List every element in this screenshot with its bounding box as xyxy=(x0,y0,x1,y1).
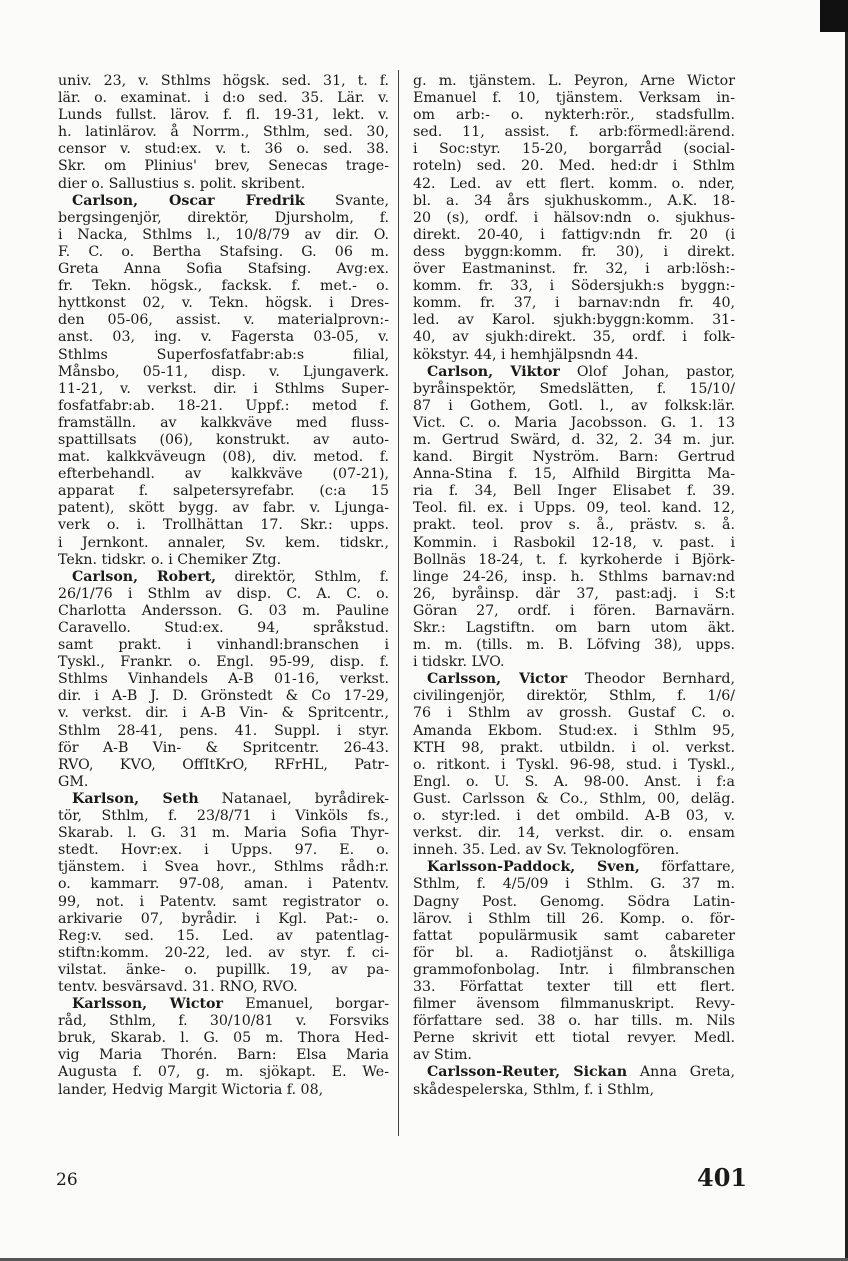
left-column xyxy=(58,73,389,1099)
text-line: stedt. Hovr:ex. i Upps. 97. E. o. xyxy=(58,842,389,859)
text-line: Carlson, Viktor Olof Johan, pastor, xyxy=(427,363,735,380)
text-line: Skr. om Plinius' brev, Senecas trage- xyxy=(58,158,389,175)
text-line: tjänstem. i Svea hovr., Sthlms rådh:r. xyxy=(58,859,389,876)
text-line: Lunds fullst. lärov. f. fl. 19-31, lekt. v. xyxy=(58,107,389,124)
text-line: Skr.: Lagstiftn. om barn utom äkt. xyxy=(413,620,735,636)
text-line: råd, Sthlm, f. 30/10/81 v. Forsviks xyxy=(58,1013,389,1030)
text-line: Engl. o. U. S. A. 98-00. Anst. i f:a xyxy=(413,773,735,790)
text-line: h. latinlärov. å Norrm., Sthlm, sed. 30, xyxy=(58,124,389,141)
text-line: vig Maria Thorén. Barn: Elsa Maria xyxy=(58,1047,389,1064)
text-line: i Nacka, Sthlms l., 10/8/79 av dir. O. xyxy=(58,226,389,243)
footer-signature-mark: 26 xyxy=(56,1170,78,1190)
text-line: patent), skött bygg. av fabr. v. Ljunga- xyxy=(58,500,389,517)
text-line: spattillsats (06), konstrukt. av auto- xyxy=(58,431,389,448)
text-line: Anna-Stina f. 15, Alfhild Birgitta Ma- xyxy=(413,466,735,483)
text-line: anst. 03, ing. v. Fagersta 03-05, v. xyxy=(58,329,389,346)
text-line: komm. fr. 33, i Södersjukh:s byggn:- xyxy=(413,278,735,295)
text-line: av Stim. xyxy=(413,1047,472,1064)
text-line: Charlotta Andersson. G. 03 m. Pauline xyxy=(58,602,389,619)
entry-name: Karlson, Seth xyxy=(72,790,199,807)
text-line: dir. i A-B J. D. Grönstedt & Co 17-29, xyxy=(58,688,389,705)
text-line: o. ritkont. i Tyskl. 96-98, stud. i Tyskl., xyxy=(413,756,735,773)
text-line: 11-21, v. verkst. dir. i Sthlms Super- xyxy=(58,380,389,397)
text-line: o. kammarr. 97-08, aman. i Patentv. xyxy=(58,876,389,893)
text-line: GM. xyxy=(58,773,89,790)
text-line: g. m. tjänstem. L. Peyron, Arne Wictor xyxy=(413,73,735,89)
text-line: Karlsson-Paddock, Sven, författare, xyxy=(427,859,735,876)
text-line: kökstyr. 44, i hemhjälpsndn 44. xyxy=(413,346,639,363)
text-line: Sthlms Vinhandels A-B 01-16, verkst. xyxy=(58,671,389,688)
text-line: lärov. i Sthlm till 26. Komp. o. för- xyxy=(413,910,735,927)
entry-name: Carlsson, Victor xyxy=(427,671,568,688)
text-line: Carlson, Robert, direktör, Sthlm, f. xyxy=(72,568,389,585)
text-line: o. styr:led. i det ombild. A-B 03, v. xyxy=(413,808,735,825)
text-line: Sthlm, f. 4/5/09 i Sthlm. G. 37 m. xyxy=(413,876,735,893)
text-line: linge 24-26, insp. h. Sthlms barnav:nd xyxy=(413,568,735,585)
text-line: om arb:- o. nykterh:rör., stadsfullm. xyxy=(413,107,735,124)
text-line: 99, not. i Patentv. samt registrator o. xyxy=(58,893,389,910)
text-line: Augusta f. 07, g. m. sjökapt. E. We- xyxy=(58,1064,389,1081)
text-line: Carlsson, Victor Theodor Bernhard, xyxy=(427,671,735,688)
text-line: i Soc:styr. 15-20, borgarråd (social- xyxy=(413,141,735,158)
text-line: filmer ävensom filmmanuskript. Revy- xyxy=(413,996,735,1013)
text-line: led. av Karol. sjukh:byggn:komm. 31- xyxy=(413,312,735,329)
text-line: Tekn. tidskr. o. i Chemiker Ztg. xyxy=(58,551,282,568)
text-line: för bl. a. Radiotjänst o. åtskilliga xyxy=(413,944,735,961)
text-line: i tidskr. LVO. xyxy=(413,654,505,671)
entry-name: Carlson, Oscar Fredrik xyxy=(72,192,305,209)
text-line: 87 i Gothem, Gotl. l., av folksk:lär. xyxy=(413,397,735,414)
entry-name: Carlson, Viktor xyxy=(427,363,560,380)
text-line: Månsbo, 05-11, disp. v. Ljungaverk. xyxy=(58,363,389,380)
text-line: univ. 23, v. Sthlms högsk. sed. 31, t. f. xyxy=(58,73,389,89)
text-line: Carlson, Oscar Fredrik Svante, xyxy=(72,192,389,209)
page-number: 401 xyxy=(697,1163,748,1192)
text-line: för A-B Vin- & Spritcentr. 26-43. xyxy=(58,739,389,756)
text-line: bruk, Skarab. l. G. 05 m. Thora Hed- xyxy=(58,1030,389,1047)
text-line: 40, av sjukh:direkt. 35, ordf. i folk- xyxy=(413,329,735,346)
text-line: fattat populärmusik samt cabareter xyxy=(413,927,735,944)
text-line: Amanda Ekbom. Stud:ex. i Sthlm 95, xyxy=(413,722,735,739)
text-line: 33. Författat texter till ett flert. xyxy=(413,978,735,995)
text-line: bl. a. 34 års sjukhuskomm., A.K. 18- xyxy=(413,192,735,209)
text-line: m. m. (tills. m. B. Löfving 38), upps. xyxy=(413,637,735,654)
text-line: direkt. 20-40, i fattigv:ndn fr. 20 (i xyxy=(413,226,735,243)
text-line: prakt. teol. prov s. å., prästv. s. å. xyxy=(413,517,735,534)
text-line: apparat f. salpetersyrefabr. (c:a 15 xyxy=(58,483,389,500)
column-divider xyxy=(398,70,399,1136)
text-line: censor v. stud:ex. v. t. 36 o. sed. 38. xyxy=(58,141,389,158)
text-line: över Eastmaninst. fr. 32, i arb:lösh:- xyxy=(413,261,735,278)
text-line: m. Gertrud Swärd, d. 32, 2. 34 m. jur. xyxy=(413,431,735,448)
text-line: fr. Tekn. högsk., facksk. f. met.- o. xyxy=(58,278,389,295)
text-line: Vict. C. o. Maria Jacobsson. G. 1. 13 xyxy=(413,414,735,431)
text-line: dess byggn:komm. fr. 30), i direkt. xyxy=(413,243,735,260)
text-line: byråinspektör, Smedslätten, f. 15/10/ xyxy=(413,380,735,397)
text-line: Tyskl., Frankr. o. Engl. 95-99, disp. f. xyxy=(58,654,389,671)
text-line: vilstat. änke- o. pupillk. 19, av pa- xyxy=(58,961,389,978)
text-line: efterbehandl. av kalkkväve (07-21), xyxy=(58,466,389,483)
text-line: Sthlm 28-41, pens. 41. Suppl. i styr. xyxy=(58,722,389,739)
entry-name: Karlsson, Wictor xyxy=(72,996,223,1013)
text-line: Karlson, Seth Natanael, byrådirek- xyxy=(72,790,389,807)
text-line: 26/1/76 i Sthlm av disp. C. A. C. o. xyxy=(58,585,389,602)
entry-name: Carlsson-Reuter, Sickan xyxy=(427,1064,628,1081)
text-line: Gust. Carlsson & Co., Sthlm, 00, deläg. xyxy=(413,790,735,807)
text-line: Reg:v. sed. 15. Led. av patentlag- xyxy=(58,927,389,944)
text-line: författare sed. 38 o. har tills. m. Nils xyxy=(413,1013,735,1030)
text-line: verk o. i. Trollhättan 17. Skr.: upps. xyxy=(58,517,389,534)
text-line: Emanuel f. 10, tjänstem. Verksam in- xyxy=(413,90,735,107)
text-line: inneh. 35. Led. av Sv. Teknologfören. xyxy=(413,842,680,859)
text-line: grammofonbolag. Intr. i filmbranschen xyxy=(413,961,735,978)
text-line: stiftn:komm. 20-22, led. av styr. f. ci- xyxy=(58,944,389,961)
entry-name: Karlsson-Paddock, Sven, xyxy=(427,859,640,876)
text-line: KTH 98, prakt. utbildn. i ol. verkst. xyxy=(413,739,735,756)
text-line: v. verkst. dir. i A-B Vin- & Spritcentr., xyxy=(58,705,389,722)
text-line: ria f. 34, Bell Inger Elisabet f. 39. xyxy=(413,483,735,500)
text-line: framställn. av kalkkväve med fluss- xyxy=(58,414,389,431)
text-line: komm. fr. 37, i barnav:ndn fr. 40, xyxy=(413,295,735,312)
text-line: F. C. o. Bertha Stafsing. G. 06 m. xyxy=(58,243,389,260)
text-line: tentv. besvärsavd. 31. RNO, RVO. xyxy=(58,978,298,995)
text-line: arkivarie 07, byrådir. i Kgl. Pat:- o. xyxy=(58,910,389,927)
text-line: kand. Birgit Nyström. Barn: Gertrud xyxy=(413,449,735,466)
text-line: Carlsson-Reuter, Sickan Anna Greta, xyxy=(427,1064,735,1081)
text-line: Bollnäs 18-24, t. f. kyrkoherde i Björk- xyxy=(413,551,735,568)
text-line: dier o. Sallustius s. polit. skribent. xyxy=(58,175,306,192)
text-line: Teol. fil. ex. i Upps. 09, teol. kand. 12, xyxy=(413,500,735,517)
text-line: Skarab. l. G. 31 m. Maria Sofia Thyr- xyxy=(58,825,389,842)
text-line: sed. 11, assist. f. arb:förmedl:ärend. xyxy=(413,124,735,141)
text-line: hyttkonst 02, v. Tekn. högsk. i Dres- xyxy=(58,295,389,312)
text-line: verkst. dir. 14, verkst. dir. o. ensam xyxy=(413,825,735,842)
text-line: samt prakt. i vinhandl:branschen i xyxy=(58,637,389,654)
text-line: roteln) sed. 20. Med. hed:dr i Sthlm xyxy=(413,158,735,175)
text-line: 76 i Sthlm av grossh. Gustaf C. o. xyxy=(413,705,735,722)
text-line: Perne skrivit ett tiotal revyer. Medl. xyxy=(413,1030,735,1047)
text-line: Sthlms Superfosfatfabr:ab:s filial, xyxy=(58,346,389,363)
text-line: tör, Sthlm, f. 23/8/71 i Vinköls fs., xyxy=(58,808,389,825)
text-line: Caravello. Stud:ex. 94, språkstud. xyxy=(58,620,389,636)
text-line: 20 (s), ordf. i hälsov:ndn o. sjukhus- xyxy=(413,209,735,226)
text-line: mat. kalkkväveugn (08), div. metod. f. xyxy=(58,449,389,466)
text-line: Greta Anna Sofia Stafsing. Avg:ex. xyxy=(58,261,389,278)
text-line: RVO, KVO, OffItKrO, RFrHL, Patr- xyxy=(58,756,389,773)
text-line: 42. Led. av ett flert. komm. o. nder, xyxy=(413,175,735,192)
text-line: den 05-06, assist. v. materialprovn:- xyxy=(58,312,389,329)
right-column xyxy=(413,73,735,1099)
scan-edge-mark xyxy=(820,0,848,32)
text-line: 26, byråinsp. där 37, past:adj. i S:t xyxy=(413,585,735,602)
text-line: i Jernkont. annaler, Sv. kem. tidskr., xyxy=(58,534,389,551)
text-line: lär. o. examinat. i d:o sed. 35. Lär. v. xyxy=(58,90,389,107)
text-line: bergsingenjör, direktör, Djursholm, f. xyxy=(58,209,389,226)
text-line: fosfatfabr:ab. 18-21. Uppf.: metod f. xyxy=(58,397,389,414)
entry-name: Carlson, Robert, xyxy=(72,568,217,585)
text-line: lander, Hedvig Margit Wictoria f. 08, xyxy=(58,1081,324,1098)
text-line: Kommin. i Rasbokil 12-18, v. past. i xyxy=(413,534,735,551)
text-line: Karlsson, Wictor Emanuel, borgar- xyxy=(72,996,389,1013)
text-line: Göran 27, ordf. i fören. Barnavärn. xyxy=(413,602,735,619)
text-line: civilingenjör, direktör, Sthlm, f. 1/6/ xyxy=(413,688,735,705)
text-line: skådespelerska, Sthlm, f. i Sthlm, xyxy=(413,1081,655,1098)
text-line: Dagny Post. Genomg. Södra Latin- xyxy=(413,893,735,910)
